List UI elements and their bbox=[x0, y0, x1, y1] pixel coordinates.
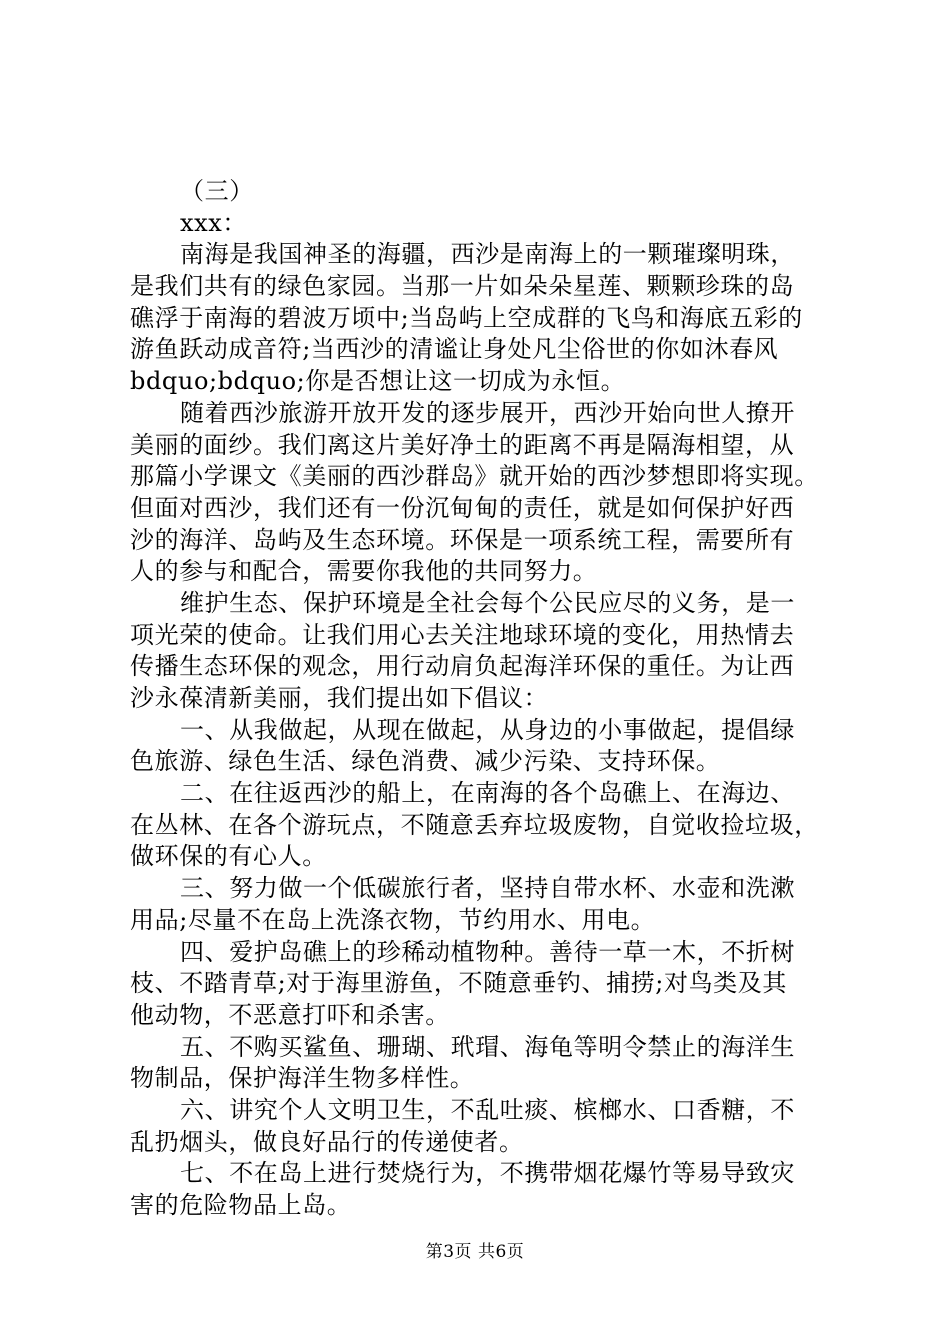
paragraph-line: bdquo;bdquo;你是否想让这一切成为永恒。 bbox=[130, 367, 626, 396]
paragraph-line: 沙的海洋、岛屿及生态环境。环保是一项系统工程，需要所有 bbox=[130, 525, 795, 554]
paragraph-line: 维护生态、保护环境是全社会每个公民应尽的义务，是一 bbox=[180, 588, 795, 617]
proposal-item-line: 七、不在岛上进行焚烧行为，不携带烟花爆竹等易导致灾 bbox=[180, 1159, 795, 1188]
proposal-item-line: 五、不购买鲨鱼、珊瑚、玳瑁、海龟等明令禁止的海洋生 bbox=[180, 1032, 795, 1061]
section-heading: （三） bbox=[180, 177, 254, 205]
paragraph-line: 沙永葆清新美丽，我们提出如下倡议： bbox=[130, 684, 549, 712]
proposal-item-line: 一、从我做起，从现在做起，从身边的小事做起，提倡绿 bbox=[180, 715, 795, 744]
paragraph-line: 随着西沙旅游开放开发的逐步展开，西沙开始向世人撩开 bbox=[180, 398, 795, 427]
document-body bbox=[130, 176, 830, 1222]
proposal-item-line: 六、讲究个人文明卫生，不乱吐痰、槟榔水、口香糖，不 bbox=[180, 1095, 795, 1124]
proposal-item-line: 色旅游、绿色生活、绿色消费、减少污染、支持环保。 bbox=[130, 747, 721, 776]
paragraph-line: 但面对西沙，我们还有一份沉甸甸的责任，就是如何保护好西 bbox=[130, 493, 795, 522]
proposal-item-line: 四、爱护岛礁上的珍稀动植物种。善待一草一木，不折树 bbox=[180, 937, 795, 966]
proposal-item-line: 物制品，保护海洋生物多样性。 bbox=[130, 1064, 475, 1093]
paragraph-line: 那篇小学课文《美丽的西沙群岛》就开始的西沙梦想即将实现。 bbox=[130, 462, 819, 491]
proposal-item-line: 他动物，不恶意打吓和杀害。 bbox=[130, 1000, 450, 1029]
paragraph-line: 人的参与和配合，需要你我他的共同努力。 bbox=[130, 557, 598, 586]
proposal-item-line: 乱扔烟头，做良好品行的传递使者。 bbox=[130, 1127, 524, 1156]
proposal-item-line: 二、在往返西沙的船上，在南海的各个岛礁上、在海边、 bbox=[180, 779, 795, 808]
proposal-item-line: 在丛林、在各个游玩点，不随意丢弃垃圾废物，自觉收捡垃圾， bbox=[130, 810, 819, 839]
paragraph-line: 游鱼跃动成音符;当西沙的清谧让身处凡尘俗世的你如沐春风 bbox=[130, 335, 779, 364]
paragraph-line: 美丽的面纱。我们离这片美好净土的距离不再是隔海相望，从 bbox=[130, 430, 795, 459]
page-number-footer: 第3页 共6页 bbox=[425, 1242, 525, 1262]
paragraph-line: 传播生态环保的观念，用行动肩负起海洋环保的重任。为让西 bbox=[130, 652, 795, 681]
proposal-item-line: 害的危险物品上岛。 bbox=[130, 1191, 352, 1219]
paragraph-line: 是我们共有的绿色家园。当那一片如朵朵星莲、颗颗珍珠的岛 bbox=[130, 272, 795, 301]
paragraph-line: 礁浮于南海的碧波万顷中;当岛屿上空成群的飞鸟和海底五彩的 bbox=[130, 303, 803, 332]
proposal-item-line: 做环保的有心人。 bbox=[130, 842, 327, 871]
paragraph-line: 南海是我国神圣的海疆，西沙是南海上的一颗璀璨明珠， bbox=[180, 240, 795, 269]
salutation: xxx： bbox=[180, 208, 248, 237]
proposal-item-line: 三、努力做一个低碳旅行者，坚持自带水杯、水壶和洗漱 bbox=[180, 874, 795, 903]
proposal-item-line: 枝、不踏青草;对于海里游鱼，不随意垂钓、捕捞;对鸟类及其 bbox=[130, 969, 787, 998]
proposal-item-line: 用品;尽量不在岛上洗涤衣物，节约用水、用电。 bbox=[130, 905, 656, 934]
paragraph-line: 项光荣的使命。让我们用心去关注地球环境的变化，用热情去 bbox=[130, 620, 795, 649]
